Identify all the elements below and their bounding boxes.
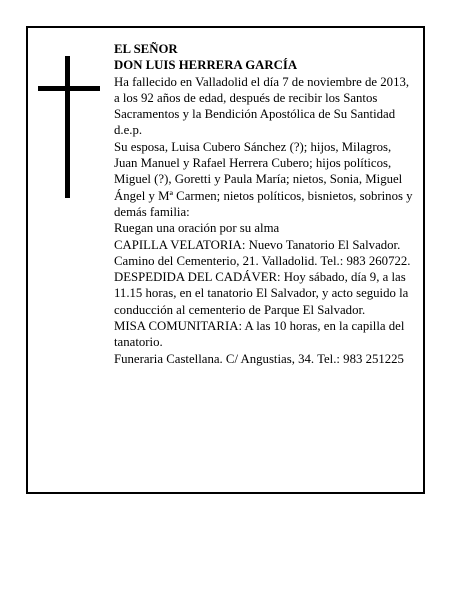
notice-content bbox=[114, 41, 414, 367]
deceased-name: DON LUIS HERRERA GARCÍA bbox=[114, 58, 298, 73]
cross-icon bbox=[38, 56, 100, 198]
wake-chapel-info: CAPILLA VELATORIA: Nuevo Tanatorio El Salvador. Camino del Cementerio, 21. Valladolid. Tel.: 983 260722. bbox=[114, 237, 411, 268]
cross-vertical-bar bbox=[65, 56, 70, 198]
dep-abbreviation: d.e.p. bbox=[114, 123, 143, 138]
prayer-request: Ruegan una oración por su alma bbox=[114, 221, 280, 236]
notice-title-line-1: EL SEÑOR bbox=[114, 42, 178, 56]
death-details: Ha fallecido en Valladolid el día 7 de noviembre de 2013, a los 92 años de edad, después de recibir los Santos Sacramentos y la Bendición Apostólica de Su Santidad bbox=[114, 74, 410, 122]
community-mass-info: MISA COMUNITARIA: A las 10 horas, en la capilla del tanatorio. bbox=[114, 319, 405, 350]
obituary-notice bbox=[26, 26, 425, 494]
cross-horizontal-bar bbox=[38, 86, 100, 91]
family-members: Su esposa, Luisa Cubero Sánchez (?); hijos, Milagros, Juan Manuel y Rafael Herrera Cubero; hijos políticos, Miguel (?), Goretti y Paula María; nietos, Sonia, Miguel Ángel y Mª Carmen; nietos políticos, bisnietos, sobrinos y demás familia: bbox=[114, 139, 413, 219]
funeral-home-info: Funeraria Castellana. C/ Angustias, 34. Tel.: 983 251225 bbox=[114, 351, 404, 366]
farewell-info: DESPEDIDA DEL CADÁVER: Hoy sábado, día 9, a las 11.15 horas, en el tanatorio El Salvador, y acto seguido la conducción al cementerio de Parque El Salvador. bbox=[114, 270, 409, 317]
